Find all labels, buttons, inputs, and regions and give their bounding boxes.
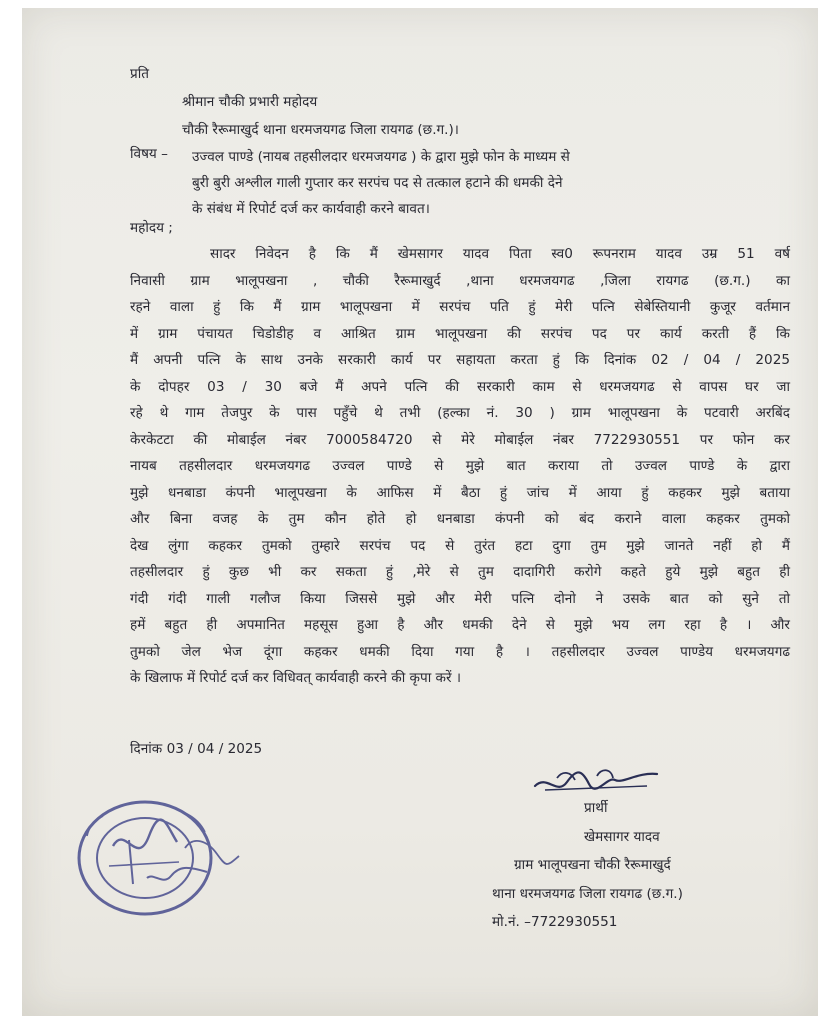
body-line: के खिलाफ में रिपोर्ट दर्ज कर विधिवत् कार्यवाही करने की कृपा करें । xyxy=(130,670,462,686)
subject-line: बुरी बुरी अश्लील गाली गुप्तार कर सरपंच पद से तत्काल हटाने की धमकी देने xyxy=(192,175,563,191)
subject-block xyxy=(130,144,790,222)
salutation: महोदय ; xyxy=(130,220,173,236)
letter-date: दिनांक 03 / 04 / 2025 xyxy=(130,741,263,757)
body-line: तुमको जेल भेज दूंगा कहकर धमकी दिया गया है । तहसीलदार उज्वल पाण्डेय धरमजयगढ xyxy=(130,643,790,660)
body-line: केरकेटटा की मोबाईल नंबर 7000584720 से मेरे मोबाईल नंबर 7722930551 पर फोन कर xyxy=(130,431,790,448)
body-line: रहने वाला हुं कि मैं ग्राम भालूपखना में सरपंच पति हुं मेरी पत्नि सेबेस्तियानी कुजूर वर्तमान xyxy=(130,299,790,315)
body-line: तहसीलदार हुं कुछ भी कर सकता हुं ,मेरे से तुम दादागिरी करोगे कहते हुये मुझे बहुत ही xyxy=(130,564,790,580)
body-line: मुझे धनबाडा कंपनी भालूपखना के आफिस में बैठा हुं जांच में आया हुं कहकर मुझे बताया xyxy=(130,484,790,501)
body-line: हमें बहुत ही अपमानित महसूस हुआ है और धमकी देने से मुझे भय लग रहा है । और xyxy=(130,617,790,633)
recipient-line-1: श्रीमान चौकी प्रभारी महोदय xyxy=(182,94,318,110)
signature-role: प्रार्थी xyxy=(584,800,608,816)
body-line: निवासी ग्राम भालूपखना , चौकी रैरूमाखुर्द ,थाना धरमजयगढ ,जिला रायगढ (छ.ग.) का xyxy=(130,272,790,289)
letter-paper xyxy=(22,8,818,1016)
body-line: के दोपहर 03 / 30 बजे मैं अपने पत्नि की सरकारी काम से धरमजयगढ से वापस घर जा xyxy=(130,378,790,395)
body-line: में ग्राम पंचायत चिडोडीह व आश्रित ग्राम भालूपखना की सरपंच पद पर कार्य करती हैं कि xyxy=(130,325,790,342)
body-line: सादर निवेदन है कि मैं खेमसागर यादव पिता स्व0 रूपनराम यादव उम्र 51 वर्ष xyxy=(210,246,790,262)
sender-block xyxy=(492,794,683,937)
prati-label: प्रति xyxy=(130,66,150,82)
subject-text xyxy=(192,144,790,222)
body-line: रहे थे गाम तेजपुर के पास पहुँचे थे तभी (हल्का नं. 30 ) ग्राम भालूपखना के पटवारी अरबिंद xyxy=(130,405,790,421)
recipient-block xyxy=(130,60,459,144)
sender-address-1: ग्राम भालूपखना चौकी रैरूमाखुर्द xyxy=(514,857,671,873)
body-line: नायब तहसीलदार धरमजयगढ उज्वल पाण्डे से मुझे बात कराया तो उज्वल पाण्डे के द्वारा xyxy=(130,458,790,474)
letter-body xyxy=(130,241,790,692)
body-line: और बिना वजह के तुम कौन होते हो धनबाडा कंपनी को बंद कराने वाला कहकर तुमको xyxy=(130,511,790,527)
subject-label: विषय – xyxy=(130,146,168,162)
body-line: गंदी गंदी गाली गलौज किया जिससे मुझे और मेरी पत्नि दोनो ने उसके बात को सुने तो xyxy=(130,590,790,607)
subject-line: उज्वल पाण्डे (नायब तहसीलदार धरमजयगढ ) के द्वारा मुझे फोन के माध्यम से xyxy=(192,149,570,165)
body-line: मैं अपनी पत्नि के साथ उनके सरकारी कार्य पर सहायता करता हुं कि दिनांक 02 / 04 / 2025 xyxy=(130,352,790,368)
police-received-stamp xyxy=(67,796,257,926)
body-line: देख लुंगा कहकर तुमको तुम्हारे सरपंच पद से तुरंत हटा दुगा तुम मुझे जानते नहीं हो मैं xyxy=(130,537,790,554)
sender-address-2: थाना धरमजयगढ जिला रायगढ (छ.ग.) xyxy=(492,885,683,902)
sender-phone: मो.नं. –7722930551 xyxy=(492,914,618,930)
sender-name: खेमसागर यादव xyxy=(584,828,660,845)
recipient-line-2: चौकी रैरूमाखुर्द थाना धरमजयगढ जिला रायगढ (छ.ग.)। xyxy=(182,122,459,138)
subject-line: के संबंध में रिपोर्ट दर्ज कर कार्यवाही करने बावत। xyxy=(192,201,430,217)
